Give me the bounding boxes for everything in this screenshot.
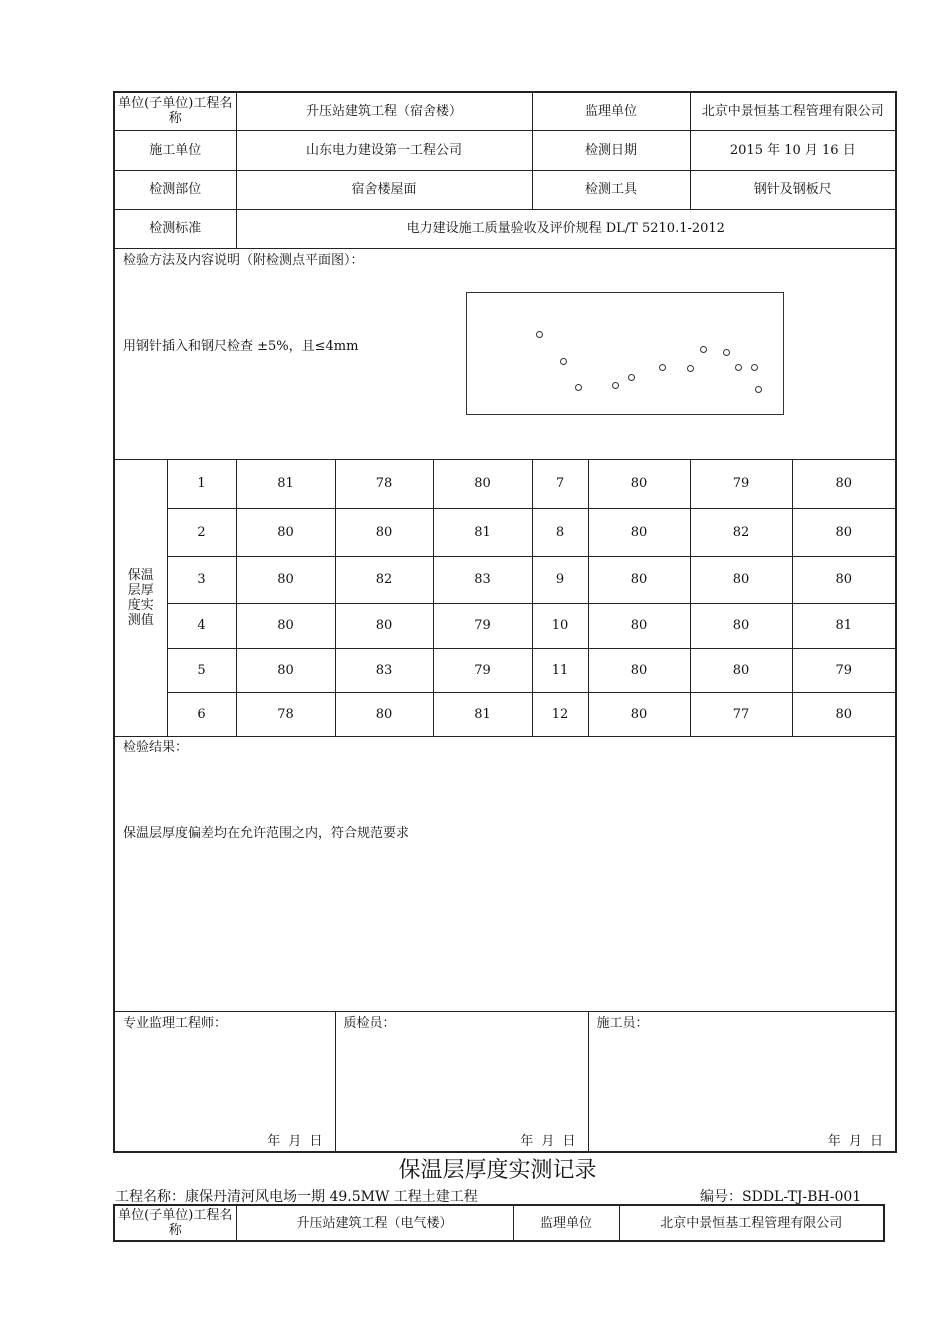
tool-value: 钢针及钢板尺 bbox=[690, 170, 896, 209]
value-cell: 81 bbox=[792, 603, 896, 648]
value-cell: 82 bbox=[335, 556, 433, 603]
method-section bbox=[114, 248, 896, 459]
builder-value: 山东电力建设第一工程公司 bbox=[236, 130, 532, 170]
value-cell: 83 bbox=[335, 648, 433, 692]
table-row bbox=[114, 556, 896, 603]
point-number: 9 bbox=[532, 556, 588, 603]
part-value: 宿舍楼屋面 bbox=[236, 170, 532, 209]
value-cell: 80 bbox=[588, 692, 690, 736]
value-cell: 80 bbox=[690, 648, 792, 692]
project-name: 工程名称：康保丹清河风电场一期 49.5MW 工程土建工程 bbox=[115, 1189, 478, 1205]
unit-label: 单位(子单位)工程名称 bbox=[114, 1205, 236, 1241]
next-record-table bbox=[113, 1204, 885, 1242]
value-cell: 80 bbox=[236, 556, 335, 603]
point-number: 8 bbox=[532, 508, 588, 556]
standard-value: 电力建设施工质量验收及评价规程 DL/T 5210.1-2012 bbox=[236, 209, 896, 248]
point-number: 7 bbox=[532, 459, 588, 508]
plan-point bbox=[687, 365, 694, 372]
table-row bbox=[114, 603, 896, 648]
value-cell: 77 bbox=[690, 692, 792, 736]
worker-signature bbox=[588, 1011, 896, 1152]
worker-label: 施工员： bbox=[596, 1015, 649, 1031]
value-cell: 80 bbox=[236, 508, 335, 556]
value-cell: 79 bbox=[792, 648, 896, 692]
date-label: 检测日期 bbox=[532, 130, 690, 170]
tool-label: 检测工具 bbox=[532, 170, 690, 209]
document-code: 编号：SDDL-TJ-BH-001 bbox=[700, 1189, 862, 1205]
plan-point bbox=[723, 349, 730, 356]
unit-label: 单位(子单位)工程名称 bbox=[114, 92, 236, 130]
value-cell: 79 bbox=[690, 459, 792, 508]
plan-point bbox=[560, 358, 567, 365]
engineer-date: 年 月 日 bbox=[267, 1134, 325, 1149]
supervisor-value: 北京中景恒基工程管理有限公司 bbox=[619, 1205, 884, 1241]
value-cell: 80 bbox=[588, 603, 690, 648]
value-cell: 81 bbox=[433, 692, 532, 736]
value-cell: 83 bbox=[433, 556, 532, 603]
supervisor-value: 北京中景恒基工程管理有限公司 bbox=[690, 92, 896, 130]
qc-signature bbox=[335, 1011, 588, 1152]
value-cell: 79 bbox=[433, 648, 532, 692]
value-cell: 80 bbox=[588, 556, 690, 603]
table-row bbox=[114, 648, 896, 692]
plan-point bbox=[575, 384, 582, 391]
unit-value: 升压站建筑工程（宿舍楼） bbox=[236, 92, 532, 130]
point-number: 2 bbox=[167, 508, 236, 556]
supervisor-label: 监理单位 bbox=[532, 92, 690, 130]
worker-date: 年 月 日 bbox=[827, 1134, 886, 1149]
value-cell: 80 bbox=[335, 508, 433, 556]
engineer-label: 专业监理工程师： bbox=[123, 1015, 228, 1031]
unit-value: 升压站建筑工程（电气楼） bbox=[236, 1205, 513, 1241]
value-cell: 81 bbox=[433, 508, 532, 556]
value-cell: 80 bbox=[792, 692, 896, 736]
point-number: 11 bbox=[532, 648, 588, 692]
page-title: 保温层厚度实测记录 bbox=[398, 1158, 597, 1183]
value-cell: 80 bbox=[236, 648, 335, 692]
plan-point bbox=[659, 364, 666, 371]
engineer-signature bbox=[114, 1011, 335, 1152]
plan-point bbox=[628, 374, 635, 381]
plan-point bbox=[735, 364, 742, 371]
plan-point bbox=[612, 382, 619, 389]
plan-point bbox=[700, 346, 707, 353]
method-description: 用钢针插入和钢尺检查 ±5%，且≤4mm bbox=[123, 338, 359, 354]
value-cell: 80 bbox=[690, 556, 792, 603]
part-label: 检测部位 bbox=[114, 170, 236, 209]
value-cell: 80 bbox=[588, 459, 690, 508]
inspection-plan-diagram bbox=[466, 292, 784, 415]
point-number: 1 bbox=[167, 459, 236, 508]
value-cell: 80 bbox=[588, 508, 690, 556]
supervisor-label: 监理单位 bbox=[513, 1205, 619, 1241]
method-heading: 检验方法及内容说明（附检测点平面图）： bbox=[123, 252, 364, 268]
date-value: 2015 年 10 月 16 日 bbox=[690, 130, 896, 170]
value-cell: 82 bbox=[690, 508, 792, 556]
point-number: 6 bbox=[167, 692, 236, 736]
point-number: 12 bbox=[532, 692, 588, 736]
value-cell: 80 bbox=[433, 459, 532, 508]
qc-label: 质检员： bbox=[343, 1015, 396, 1031]
qc-date: 年 月 日 bbox=[520, 1134, 578, 1149]
plan-point bbox=[755, 386, 762, 393]
measurement-label: 保温层厚度实测值 bbox=[114, 459, 167, 736]
value-cell: 80 bbox=[335, 692, 433, 736]
value-cell: 78 bbox=[236, 692, 335, 736]
value-cell: 80 bbox=[792, 556, 896, 603]
point-number: 4 bbox=[167, 603, 236, 648]
point-number: 3 bbox=[167, 556, 236, 603]
value-cell: 80 bbox=[792, 508, 896, 556]
table-row bbox=[114, 692, 896, 736]
builder-label: 施工单位 bbox=[114, 130, 236, 170]
value-cell: 80 bbox=[335, 603, 433, 648]
point-number: 5 bbox=[167, 648, 236, 692]
plan-point bbox=[536, 331, 543, 338]
table-row bbox=[114, 459, 896, 508]
value-cell: 79 bbox=[433, 603, 532, 648]
standard-label: 检测标准 bbox=[114, 209, 236, 248]
value-cell: 80 bbox=[588, 648, 690, 692]
record-table bbox=[113, 91, 897, 1153]
result-heading: 检验结果： bbox=[123, 739, 189, 755]
table-row bbox=[114, 508, 896, 556]
value-cell: 78 bbox=[335, 459, 433, 508]
point-number: 10 bbox=[532, 603, 588, 648]
value-cell: 80 bbox=[792, 459, 896, 508]
value-cell: 81 bbox=[236, 459, 335, 508]
value-cell: 80 bbox=[690, 603, 792, 648]
plan-point bbox=[751, 364, 758, 371]
result-text: 保温层厚度偏差均在允许范围之内，符合规范要求 bbox=[123, 825, 410, 841]
result-section bbox=[114, 736, 896, 1011]
value-cell: 80 bbox=[236, 603, 335, 648]
